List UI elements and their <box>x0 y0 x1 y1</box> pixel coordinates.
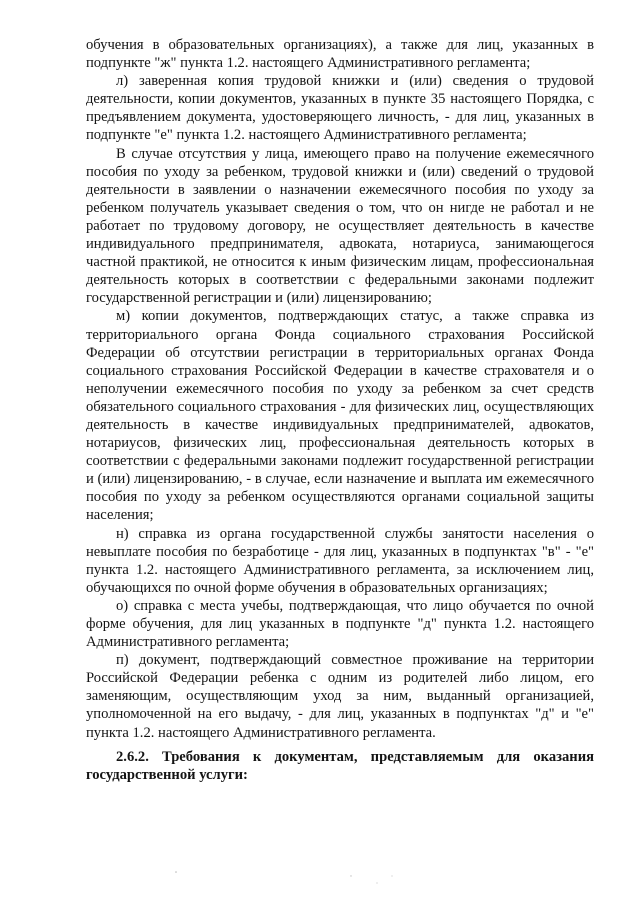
paragraph-item-n: н) справка из органа государственной службы занятости населения о невыплате пособия по безработице - для лиц, указанных в подпунктах "в" - "е" пункта 1.2. настоящего Административного регламента, за исключением лиц, обучающихся по очной форме обучения в образовательных организациях; <box>86 525 594 596</box>
scan-speck <box>175 871 177 873</box>
scan-speck <box>376 882 377 883</box>
paragraph-item-m: м) копии документов, подтверждающих статус, а также справка из территориального органа Фонда социального страхования Российской Федерации об отсутствии регистрации в территориальных органах Фонда социального страхования Российской Федерации в качестве страхователя и о неполучении ежемесячного пособия по уходу за ребенком за счет средств обязательного социального страхования - для физических лиц, осуществляющих деятельность в качестве индивидуальных предпринимателей, адвокатов, нотариусов, физических лиц, профессиональная деятельность которых в соответствии с федеральными законами подлежит государственной регистрации и (или) лицензированию, - в случае, если назначение и выплата им ежемесячного пособия по уходу за ребенком осуществляются органами социальной защиты населения; <box>86 308 594 524</box>
section-heading: 2.6.2. Требования к документам, представляемым для оказания государственной услуги: <box>86 748 594 783</box>
paragraph-item-l: л) заверенная копия трудовой книжки и (или) сведения о трудовой деятельности, копии документов, указанных в пункте 35 настоящего Порядка, с предъявлением документа, удостоверяющего личность, - для лиц, указанных в подпункте "е" пункта 1.2. настоящего Административного регламента; <box>86 73 594 144</box>
scan-speck <box>350 875 351 876</box>
paragraph-item-o: о) справка с места учебы, подтверждающая, что лицо обучается по очной форме обучения, для лиц указанных в подпункте "д" пункта 1.2. настоящего Административного регламента; <box>86 597 594 651</box>
paragraph-no-labor-book: В случае отсутствия у лица, имеющего право на получение ежемесячного пособия по уходу за ребенком, трудовой книжки и (или) сведений о трудовой деятельности в заявлении о назначении ежемесячного пособия по уходу за ребенком получатель указывает сведения о том, что он нигде не работал и не работает по трудовому договору, не осуществляет деятельность в качестве индивидуального предпринимателя, адвоката, нотариуса, занимающегося частной практикой, не относится к иным физическим лицам, профессиональная деятельность которых в соответствии с федеральными законами подлежит государственной регистрации и (или) лицензированию; <box>86 145 594 307</box>
paragraph-continuation: обучения в образовательных организациях), а также для лиц, указанных в подпункте "ж" пункта 1.2. настоящего Административного регламента; <box>86 37 594 72</box>
document-body <box>86 36 594 784</box>
paragraph-item-p: п) документ, подтверждающий совместное проживание на территории Российской Федерации ребенка с одним из родителей либо лицом, его заменяющим, осуществляющим уход за ним, выданный организацией, уполномоченной на его выдачу, - для лиц, указанных в подпунктах "д" и "е" пункта 1.2. настоящего Административного регламента. <box>86 652 594 741</box>
scan-speck <box>391 875 392 876</box>
